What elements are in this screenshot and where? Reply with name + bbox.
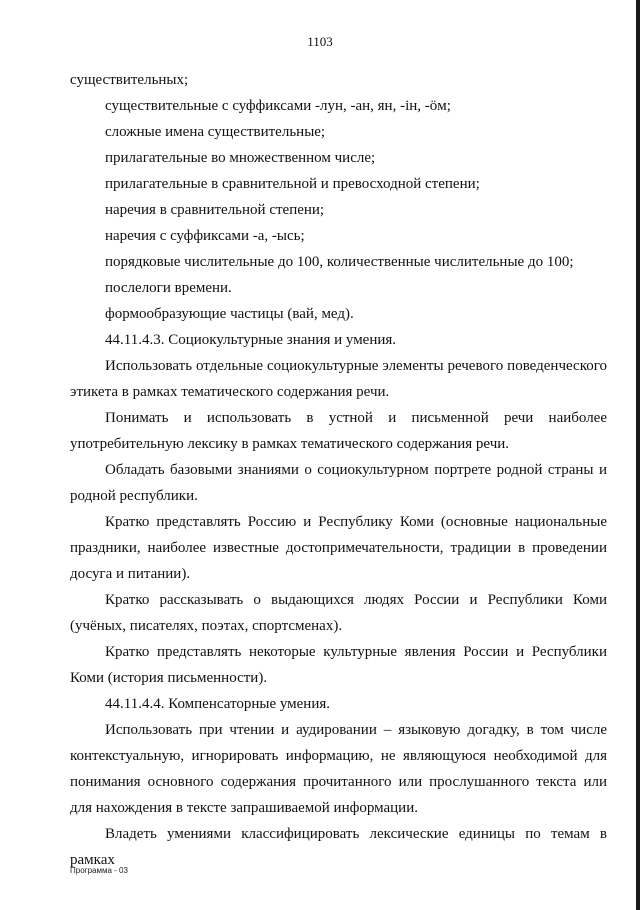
list-item: формообразующие частицы (вай, мед). <box>105 306 354 322</box>
list-item: сложные имена существительные; <box>105 124 326 140</box>
paragraph: Обладать базовыми знаниями о социокультурном портрете родной страны и родной республики. <box>70 462 607 504</box>
paragraph: Кратко рассказывать о выдающихся людях России и Республики Коми (учёных, писателях, поэтах, спортсменах). <box>70 592 607 634</box>
paragraph: Кратко представлять Россию и Республику Коми (основные национальные праздники, наиболее известные достопримечательности, традиции в проведении досуга и питании). <box>70 514 607 582</box>
paragraph: Понимать и использовать в устной и письменной речи наиболее употребительную лексику в рамках тематического содержания речи. <box>70 410 607 452</box>
footer-label: Программа - 03 <box>70 866 128 875</box>
list-item: прилагательные в сравнительной и превосходной степени; <box>105 176 480 192</box>
document-body <box>70 67 607 873</box>
section-heading: 44.11.4.3. Социокультурные знания и умения. <box>105 332 397 348</box>
list-item: наречия с суффиксами -а, -ысь; <box>105 228 305 244</box>
list-item: существительные с суффиксами -лун, -ан, ян, -ін, -öм; <box>105 98 451 114</box>
scan-edge <box>636 0 640 910</box>
list-item: прилагательные во множественном числе; <box>105 150 376 166</box>
paragraph: Кратко представлять некоторые культурные явления России и Республики Коми (история письменности). <box>70 644 607 686</box>
section-heading: 44.11.4.4. Компенсаторные умения. <box>105 696 331 712</box>
paragraph: Владеть умениями классифицировать лексические единицы по темам в рамках <box>70 826 607 868</box>
list-item: послелоги времени. <box>105 280 232 296</box>
continuation-line: существительных; <box>70 72 189 88</box>
paragraph: Использовать отдельные социокультурные элементы речевого поведенческого этикета в рамках тематического содержания речи. <box>70 358 607 400</box>
list-item: наречия в сравнительной степени; <box>105 202 325 218</box>
page-number: 1103 <box>307 34 333 49</box>
paragraph: Использовать при чтении и аудировании – языковую догадку, в том числе контекстуальную, игнорировать информацию, не являющуюся необходимой для понимания основного содержания прочитанного или прослушанного текста или для нахождения в тексте запрашиваемой информации. <box>70 722 607 816</box>
list-item: порядковые числительные до 100, количественные числительные до 100; <box>105 254 574 270</box>
